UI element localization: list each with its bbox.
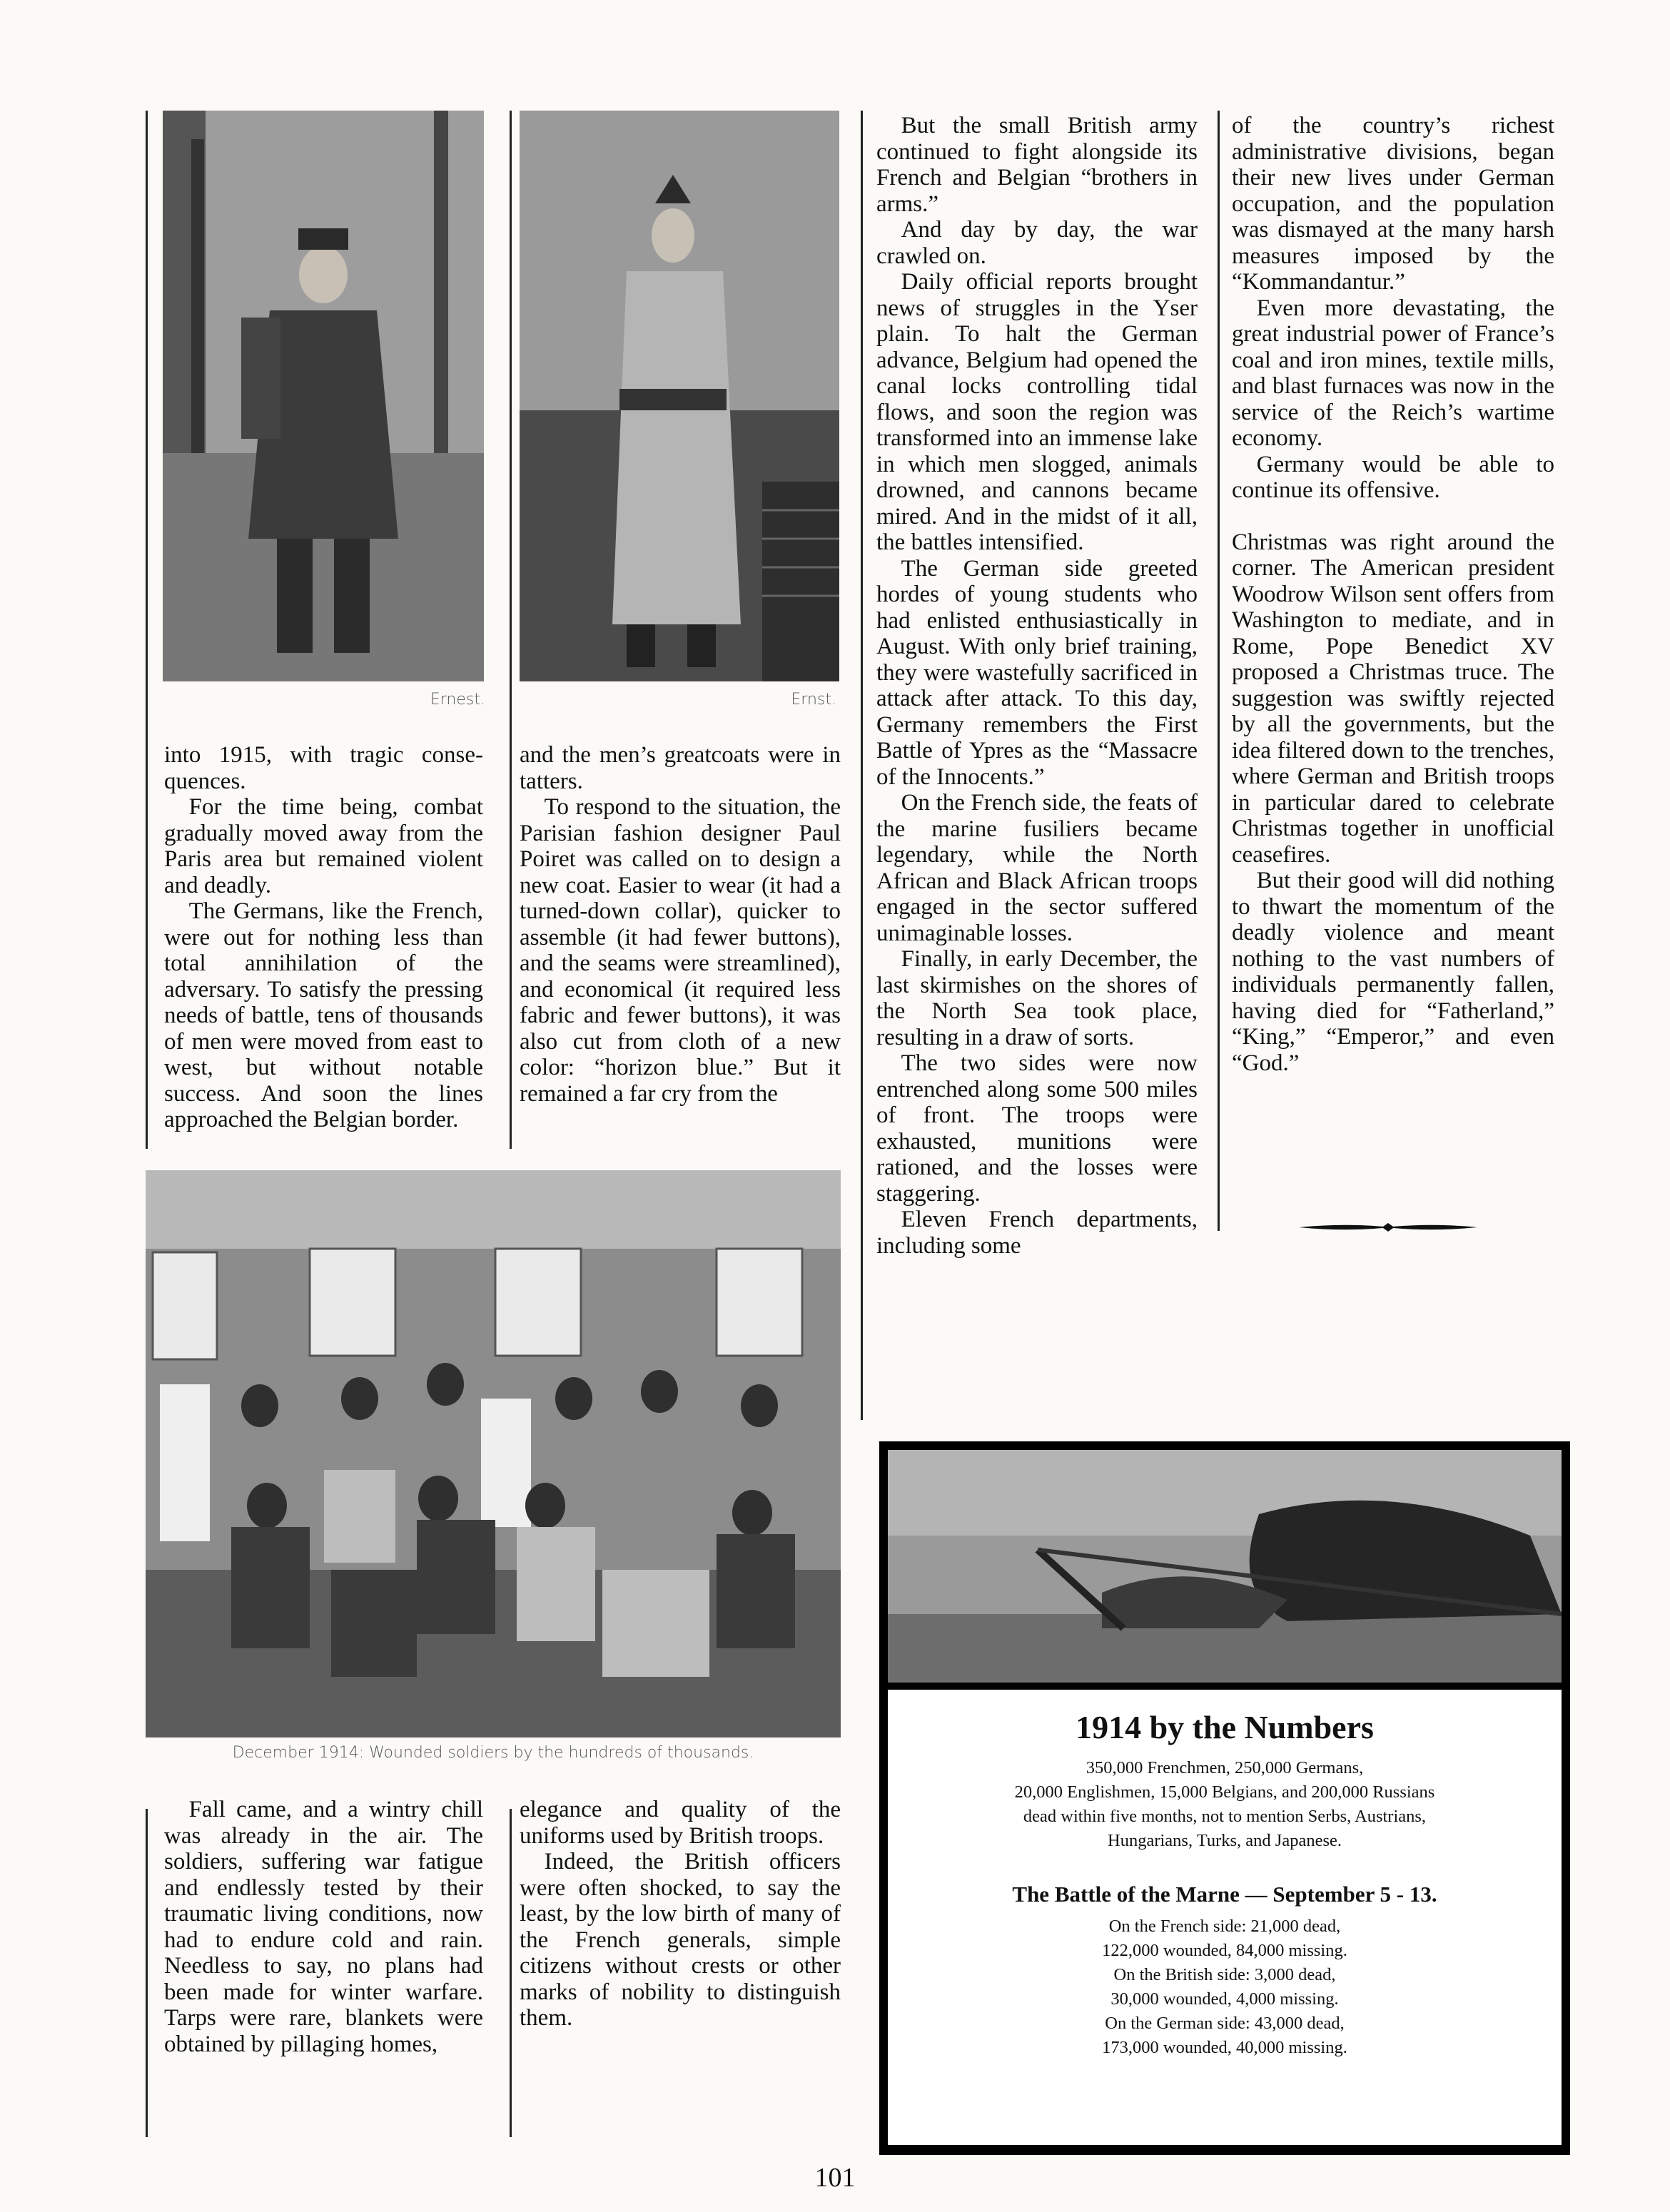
column-rule bbox=[146, 111, 148, 1149]
numbers-line: dead within five months, not to mention Serbs, Austrians, bbox=[1023, 1807, 1427, 1826]
marne-line: On the German side: 43,000 dead, bbox=[1105, 2014, 1345, 2033]
paragraph: Daily official reports brought news of struggles in the Yser plain. To halt the German advance, Belgium had opened the canal locks controlling tidal flows, and soon the region was transformed into an immense lake in which men slogged, animals drowned, and cannons became mired. And in the midst of it all, the battles intensified. bbox=[876, 269, 1198, 555]
paragraph: To respond to the situation, the Parisian fashion designer Paul Poiret was called on to design a new coat. Easier to wear (it had a turned-down collar), quicker to assemble (it had fewer buttons), and the seams were streamlined), and economical (it required less fabric and fewer buttons), it was also cut from cloth of a new color: “horizon blue.” But it remained a far cry from the bbox=[520, 794, 841, 1107]
column-rule bbox=[510, 111, 512, 1149]
paragraph: of the country’s richest administrative divisions, began their new lives under German occupation, and the population was dismayed at the many harsh measures imposed by the “Kommandantur.” bbox=[1232, 113, 1554, 295]
paragraph: Christmas was right around the corner. The American president Woodrow Wilson sent offers from Washington to mediate, and in Rome, Pope Benedict XV proposed a Christmas truce. The suggestion was swiftly rejected by all the governments, but the idea filtered down to the trenches, where German and British troops in particular dared to celebrate Christmas together in unofficial ceasefires. bbox=[1232, 529, 1554, 868]
column-rule bbox=[1218, 111, 1220, 1231]
marne-title: The Battle of the Marne — September 5 - 13. bbox=[1012, 1882, 1437, 1907]
page-number: 101 bbox=[814, 2163, 856, 2193]
paragraph: On the French side, the feats of the marine fusiliers became legendary, while the North African and Black African troops engaged in the sector suffered unimaginable losses. bbox=[876, 790, 1198, 946]
marne-line: On the French side: 21,000 dead, bbox=[1108, 1917, 1341, 1936]
paragraph: The Germans, like the French, were out for nothing less than total annihilation of the adversary. To satisfy the pressing needs of battle, tens of thousands of men were moved from east to west, but without notable success. And soon the lines approached the Belgian border. bbox=[164, 898, 483, 1132]
paragraph: Finally, in early December, the last skirmishes on the shores of the North Sea took place, resulting in a draw of sorts. bbox=[876, 946, 1198, 1050]
marne-line: 173,000 wounded, 40,000 missing. bbox=[1102, 2038, 1347, 2057]
paragraph: Fall came, and a wintry chill was already in the air. The soldiers, suffering war fatigue and endlessly tested by their traumatic living conditions, now had to endure cold and rain. Needless to say, no plans had been made for winter warfare. Tarps were rare, blankets were obtained by pillaging homes, bbox=[164, 1797, 483, 2057]
numbers-line: Hungarians, Turks, and Japanese. bbox=[1108, 1831, 1342, 1850]
paragraph: Eleven French departments, including some bbox=[876, 1207, 1198, 1259]
column-rule bbox=[861, 111, 863, 1420]
photo-caption: December 1914: Wounded soldiers by the hundreds of thousands. bbox=[232, 1744, 754, 1762]
paragraph: But their good will did nothing to thwart the momentum of the deadly violence and meant nothing to the vast numbers of individuals permanently fallen, having died for “Fatherland,” “King,” “Emperor,” and even “God.” bbox=[1232, 868, 1554, 1076]
marne-line: 30,000 wounded, 4,000 missing. bbox=[1110, 1989, 1339, 2009]
paragraph: The German side greeted hordes of young students who had enlisted enthusiastically in August. With only brief training, they were wastefully sacrificed in attack after attack. To this day, Germany remembers the First Battle of Ypres as the “Massacre of the Innocents.” bbox=[876, 555, 1198, 790]
paragraph: For the time being, combat gradually moved away from the Paris area but remained violent and deadly. bbox=[164, 794, 483, 898]
photo-caption: Ernst. bbox=[791, 691, 836, 709]
marne-line: On the British side: 3,000 dead, bbox=[1113, 1965, 1336, 1984]
paragraph: Even more devastating, the great industrial power of France’s coal and iron mines, textile mills, and blast furnaces was now in the service of the Reich’s wartime economy. bbox=[1232, 295, 1554, 451]
column-1-top bbox=[164, 742, 483, 1133]
numbers-text-panel bbox=[888, 1690, 1562, 2145]
photo-wounded-soldiers bbox=[146, 1170, 841, 1737]
column-rule bbox=[510, 1809, 512, 2137]
paragraph: Germany would be able to continue its offensive. bbox=[1232, 451, 1554, 503]
paragraph: But the small British army continued to fight alongside its French and Belgian “brothers in arms.” bbox=[876, 113, 1198, 217]
column-4 bbox=[1232, 113, 1554, 1076]
photo-fallen-soldier bbox=[888, 1450, 1562, 1683]
numbers-line: 350,000 Frenchmen, 250,000 Germans, bbox=[1086, 1758, 1364, 1777]
paragraph: elegance and quality of the uniforms used by British troops. bbox=[520, 1797, 841, 1849]
column-1-bottom bbox=[164, 1797, 483, 2057]
marne-line: 122,000 wounded, 84,000 missing. bbox=[1102, 1941, 1347, 1960]
paragraph: And day by day, the war crawled on. bbox=[876, 217, 1198, 269]
paragraph: into 1915, with tragic consequences. bbox=[164, 742, 483, 794]
photo-ernst-german-soldier bbox=[520, 111, 839, 681]
paragraph: Indeed, the British officers were often shocked, to say the least, by the low birth of many of the French generals, simple citizens without crests or other marks of nobility to distinguish them. bbox=[520, 1849, 841, 2031]
numbers-sidebar-box bbox=[879, 1441, 1570, 2155]
paragraph: and the men’s greatcoats were in tatters. bbox=[520, 742, 841, 794]
numbers-title: 1914 by the Numbers bbox=[1076, 1709, 1374, 1745]
paragraph: The two sides were now entrenched along some 500 miles of front. The troops were exhausted, munitions were rationed, and the losses were staggering. bbox=[876, 1050, 1198, 1207]
photo-ernest-french-soldier bbox=[163, 111, 484, 681]
column-2-bottom bbox=[520, 1797, 841, 2031]
column-3 bbox=[876, 113, 1198, 1259]
numbers-line: 20,000 Englishmen, 15,000 Belgians, and 200,000 Russians bbox=[1014, 1782, 1435, 1802]
column-2-top bbox=[520, 742, 841, 1107]
column-rule bbox=[146, 1809, 148, 2137]
photo-caption: Ernest. bbox=[430, 691, 485, 709]
section-ornament-icon bbox=[1299, 1220, 1477, 1234]
